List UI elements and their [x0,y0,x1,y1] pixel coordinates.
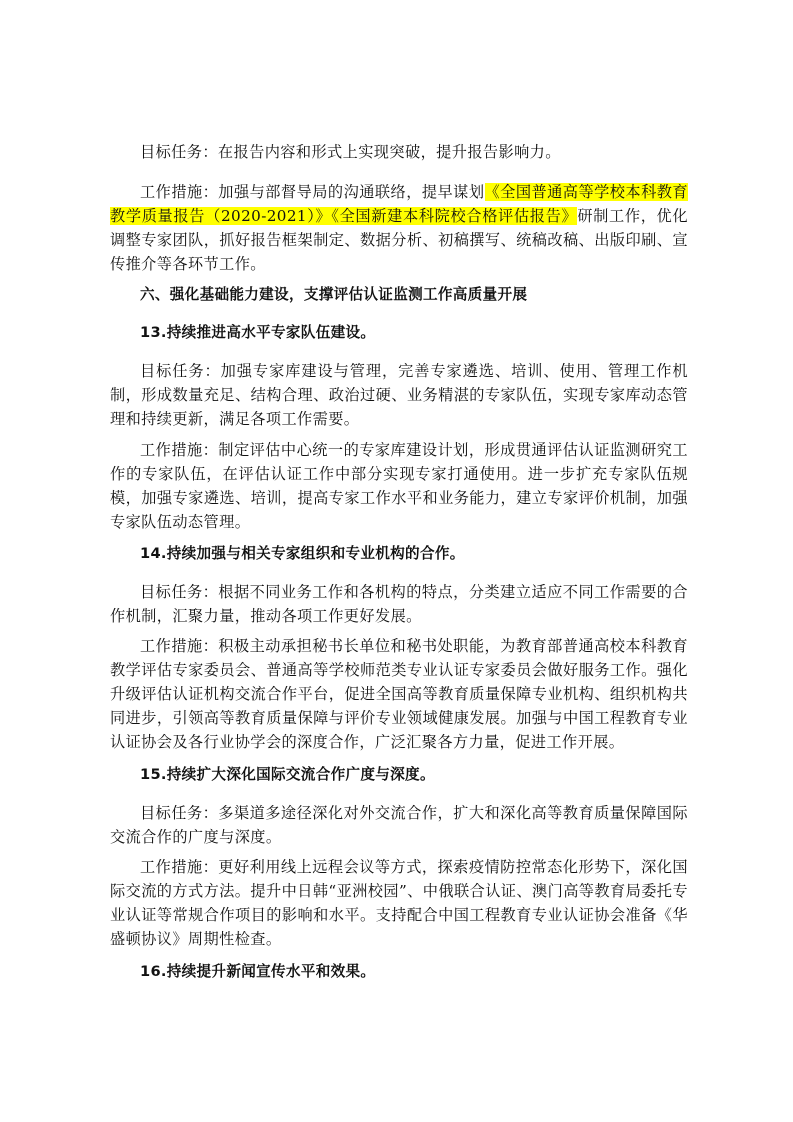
measures-text-start: 工作措施：加强与部督导局的沟通联络，提早谋划 [140,183,485,201]
measures-text-end: 研制工作，优化调整专家团队，抓好报告框架制定、数据分析、初稿撰写、统稿改稿、出版印刷、宣传推介等各环节工作。 [110,207,688,273]
paragraph-13-target: 目标任务：加强专家库建设与管理，完善专家遴选、培训、使用、管理工作机制，形成数量充足、结构合理、政治过硬、业务精湛的专家队伍，实现专家库动态管理和持续更新，满足各项工作需要。 [110,362,688,428]
highlighted-report-titles: 《全国普通高等学校本科教育教学质量报告（2020-2021）》《全国新建本科院校合格评估报告》 [110,183,688,225]
paragraph-13-measures: 工作措施：制定评估中心统一的专家库建设计划，形成贯通评估认证监测研究工作的专家队伍，在评估认证工作中部分实现专家打通使用。进一步扩充专家队伍规模，加强专家遴选、培训，提高专家工作水平和业务能力，建立专家评价机制，加强专家队伍动态管理。 [110,441,688,531]
item-heading-13: 13.持续推进高水平专家队伍建设。 [140,324,376,341]
paragraph-target-report: 目标任务：在报告内容和形式上实现突破，提升报告影响力。 [140,143,561,161]
paragraph-15-target: 目标任务：多渠道多途径深化对外交流合作，扩大和深化高等教育质量保障国际交流合作的广度与深度。 [110,804,688,846]
paragraph-14-measures: 工作措施：积极主动承担秘书长单位和秘书处职能，为教育部普通高校本科教育教学评估专家委员会、普通高等学校师范类专业认证专家委员会做好服务工作。强化升级评估认证机构交流合作平台，促进全国高等教育质量保障专业机构、组织机构共同进步，引领高等教育质量保障与评价专业领域健康发展。加强与中国工程教育专业认证协会及各行业协学会的深度合作，广泛汇聚各方力量，促进工作开展。 [110,637,688,751]
item-heading-16: 16.持续提升新闻宣传水平和效果。 [140,963,376,980]
paragraph-15-measures: 工作措施：更好利用线上远程会议等方式，探索疫情防控常态化形势下，深化国际交流的方式方法。提升中日韩“亚洲校园”、中俄联合认证、澳门高等教育局委托专业认证等常规合作项目的影响和水平。支持配合中国工程教育专业认证协会准备《华盛顿协议》周期性检查。 [110,858,688,948]
item-heading-15: 15.持续扩大深化国际交流合作广度与深度。 [140,766,435,783]
section-heading-6: 六、强化基础能力建设，支撑评估认证监测工作高质量开展 [140,286,528,303]
paragraph-14-target: 目标任务：根据不同业务工作和各机构的特点，分类建立适应不同工作需要的合作机制，汇聚力量，推动各项工作更好发展。 [110,583,688,625]
item-heading-14: 14.持续加强与相关专家组织和专业机构的合作。 [140,545,465,562]
paragraph-measures-report [110,180,688,276]
